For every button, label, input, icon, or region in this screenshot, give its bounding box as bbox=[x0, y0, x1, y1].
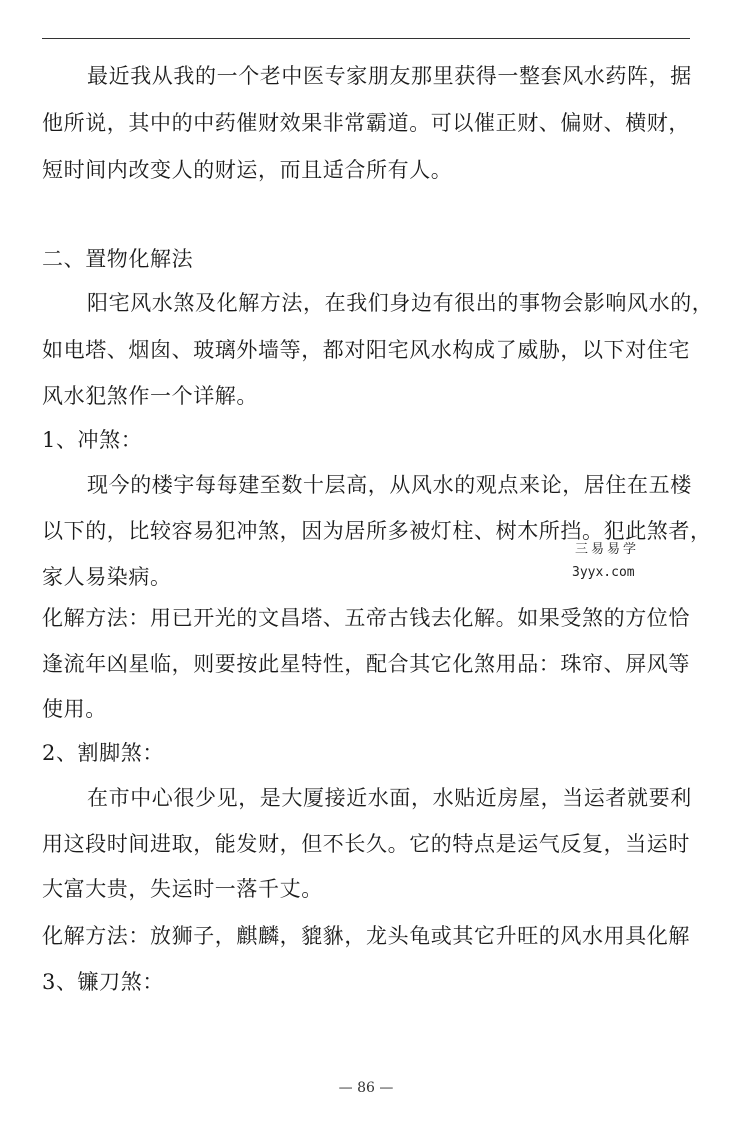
section-heading: 二、置物化解法 bbox=[42, 247, 194, 271]
page-number: — 86 — bbox=[338, 1080, 394, 1096]
paragraph-line: 在市中心很少见，是大厦接近水面，水贴近房屋，当运者就要利 bbox=[87, 786, 692, 810]
paragraph-line: 化解方法：放狮子，麒麟，貔貅，龙头龟或其它升旺的风水用具化解 bbox=[42, 924, 690, 948]
paragraph-line: 逢流年凶星临，则要按此星特性，配合其它化煞用品：珠帘、屏风等 bbox=[42, 652, 690, 676]
paragraph-line: 用这段时间进取，能发财，但不长久。它的特点是运气反复，当运时 bbox=[42, 832, 690, 856]
paragraph-line: 现今的楼宇每每建至数十层高，从风水的观点来论，居住在五楼 bbox=[87, 473, 692, 497]
paragraph-line: 阳宅风水煞及化解方法，在我们身边有很出的事物会影响风水的， bbox=[87, 291, 714, 315]
paragraph-line: 最近我从我的一个老中医专家朋友那里获得一整套风水药阵，据 bbox=[87, 64, 692, 88]
top-rule bbox=[42, 38, 690, 39]
subsection-heading: 2、割脚煞： bbox=[42, 741, 164, 765]
subsection-heading: 1、冲煞： bbox=[42, 428, 143, 452]
paragraph-line: 他所说，其中的中药催财效果非常霸道。可以催正财、偏财、横财， bbox=[42, 111, 690, 135]
watermark-name: 三易易学 bbox=[575, 542, 640, 557]
paragraph-line: 以下的，比较容易犯冲煞，因为居所多被灯柱、树木所挡。犯此煞者， bbox=[42, 519, 712, 543]
paragraph-line: 风水犯煞作一个详解。 bbox=[42, 384, 258, 408]
paragraph-line: 如电塔、烟囱、玻璃外墙等，都对阳宅风水构成了威胁，以下对住宅 bbox=[42, 338, 690, 362]
paragraph-line: 化解方法：用已开光的文昌塔、五帝古钱去化解。如果受煞的方位恰 bbox=[42, 606, 690, 630]
paragraph-line: 家人易染病。 bbox=[42, 565, 172, 589]
paragraph-line: 使用。 bbox=[42, 697, 107, 721]
subsection-heading: 3、镰刀煞： bbox=[42, 970, 164, 994]
paragraph-line: 短时间内改变人的财运，而且适合所有人。 bbox=[42, 158, 453, 182]
watermark-url: 3yyx.com bbox=[572, 565, 635, 580]
paragraph-line: 大富大贵，失运时一落千丈。 bbox=[42, 877, 323, 901]
